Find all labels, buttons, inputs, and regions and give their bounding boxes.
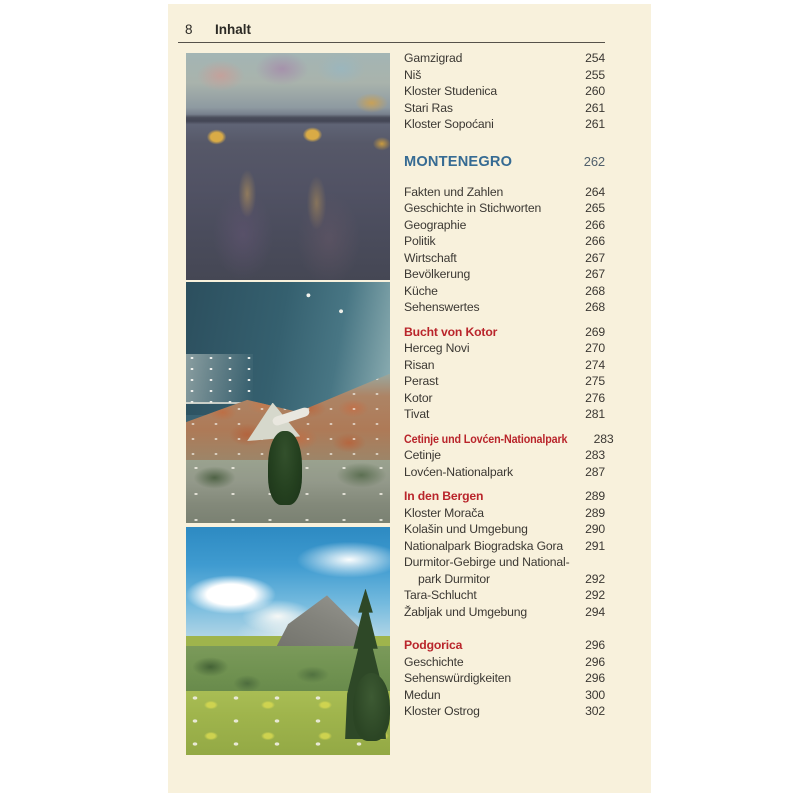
toc-entry-page: 254 <box>585 51 605 65</box>
toc-entry-page: 270 <box>585 341 605 355</box>
mountain-photo <box>186 527 390 755</box>
toc-row-chapter <box>404 152 605 172</box>
toc-row-entry <box>404 464 605 481</box>
toc-entry-label: Medun <box>404 687 441 702</box>
toc-entry-label: Kloster Studenica <box>404 84 497 98</box>
toc-entry-label: Tivat <box>404 407 430 421</box>
toc-entry-page: 291 <box>585 538 605 553</box>
toc-entry-page: 296 <box>585 654 605 669</box>
toc-entry-label: Geschichte <box>404 654 464 669</box>
toc-entry-page: 281 <box>585 407 605 421</box>
toc-entry-label: Podgorica <box>404 638 463 652</box>
toc-entry-label: Kolašin und Umgebung <box>404 522 528 536</box>
toc-row-entry <box>404 538 605 555</box>
toc-entry-page: 266 <box>585 234 605 248</box>
toc-entry-page: 264 <box>585 184 605 199</box>
toc-entry-label: Sehenswürdigkeiten <box>404 671 512 685</box>
toc-entry-label: Cetinje <box>404 448 441 462</box>
toc-row-wrap-end <box>404 571 605 588</box>
toc-entry-label: Stari Ras <box>404 100 453 115</box>
toc-row-entry <box>404 100 605 117</box>
toc-row-entry <box>404 406 605 423</box>
toc-row-entry <box>404 587 605 604</box>
toc-row-entry <box>404 373 605 390</box>
toc-entry-page: 289 <box>585 505 605 520</box>
toc-entry-label: Küche <box>404 283 438 298</box>
toc-list <box>404 50 614 720</box>
toc-row-entry <box>404 184 605 201</box>
toc-row-entry <box>404 67 605 84</box>
toc-row-entry <box>404 233 605 250</box>
toc-entry-page: 300 <box>585 687 605 702</box>
toc-entry-label: Gamzigrad <box>404 51 463 65</box>
toc-entry-page: 294 <box>585 604 605 619</box>
toc-entry-label: Lovćen-Nationalpark <box>404 464 513 479</box>
toc-row-entry <box>404 505 605 522</box>
toc-entry-label: Kloster Morača <box>404 505 484 520</box>
toc-entry-label: Kotor <box>404 390 433 405</box>
toc-row-entry <box>404 654 605 671</box>
toc-entry-label: MONTENEGRO <box>404 153 513 170</box>
toc-entry-page: 261 <box>585 100 605 115</box>
toc-entry-label: Žabljak und Umgebung <box>404 604 528 619</box>
toc-entry-label: Bevölkerung <box>404 267 471 281</box>
toc-entry-label: Kloster Sopoćani <box>404 117 494 131</box>
toc-row-entry <box>404 604 605 621</box>
toc-entry-page: 267 <box>585 267 605 281</box>
page-number: 8 <box>185 22 193 37</box>
toc-entry-page: 274 <box>585 357 605 372</box>
toc-entry-label: park Durmitor <box>418 571 490 586</box>
toc-entry-label: Geographie <box>404 217 467 232</box>
toc-entry-page: 255 <box>585 67 605 82</box>
toc-entry-page: 283 <box>585 448 605 462</box>
toc-row-entry <box>404 447 605 464</box>
toc-entry-label: Wirtschaft <box>404 250 457 265</box>
toc-row-entry <box>404 521 605 538</box>
toc-entry-page: 289 <box>585 489 605 503</box>
toc-entry-page: 292 <box>585 571 605 586</box>
toc-entry-label: Tara-Schlucht <box>404 588 477 602</box>
toc-entry-page: 287 <box>585 464 605 479</box>
sky-and-clouds <box>186 527 390 636</box>
toc-row-entry <box>404 390 605 407</box>
toc-entry-page: 268 <box>585 300 605 314</box>
toc-entry-page: 260 <box>585 84 605 98</box>
toc-row-entry <box>404 340 605 357</box>
page <box>168 4 651 793</box>
conifer-tree <box>268 431 302 505</box>
toc-row-wrap-start <box>404 554 605 571</box>
toc-row-entry <box>404 283 605 300</box>
page-header-title: Inhalt <box>215 22 251 37</box>
toc-entry-label: Sehenswertes <box>404 300 480 314</box>
toc-entry-page: 290 <box>585 522 605 536</box>
toc-entry-label: Bucht von Kotor <box>404 324 498 339</box>
toc-entry-label: Cetinje und Lovćen-Nationalpark <box>404 431 568 446</box>
toc-entry-page: 296 <box>585 638 605 652</box>
toc-entry-label: Niš <box>404 67 422 82</box>
toc-entry-label: Nationalpark Biogradska Gora <box>404 538 564 553</box>
fresco-photo <box>186 53 390 280</box>
toc-row-section <box>404 431 614 448</box>
toc-row-entry <box>404 217 605 234</box>
marina-boats <box>186 354 253 404</box>
toc-entry-label: In den Bergen <box>404 489 484 503</box>
toc-entry-label: Fakten und Zahlen <box>404 184 504 199</box>
toc-entry-page: 302 <box>585 704 605 718</box>
toc-row-entry <box>404 250 605 267</box>
toc-entry-page: 276 <box>585 390 605 405</box>
toc-row-entry <box>404 266 605 283</box>
toc-row-entry <box>404 703 605 720</box>
toc-entry-page: 262 <box>583 153 605 169</box>
toc-row-entry <box>404 200 605 217</box>
toc-entry-label: Risan <box>404 357 435 372</box>
toc-entry-page: 266 <box>585 217 605 232</box>
toc-row-entry <box>404 357 605 374</box>
toc-row-entry <box>404 50 605 67</box>
toc-entry-label: Kloster Ostrog <box>404 704 480 718</box>
toc-entry-page: 268 <box>585 283 605 298</box>
toc-entry-page: 292 <box>585 588 605 602</box>
toc-entry-page: 267 <box>585 250 605 265</box>
toc-row-section <box>404 324 605 341</box>
toc-row-entry <box>404 687 605 704</box>
toc-row-entry <box>404 299 605 316</box>
toc-row-section <box>404 488 605 505</box>
toc-entry-page: 269 <box>585 324 605 339</box>
toc-row-entry <box>404 116 605 133</box>
toc-entry-page: 296 <box>585 671 605 685</box>
toc-entry-page: 265 <box>585 201 605 215</box>
toc-entry-label: Politik <box>404 234 436 248</box>
toc-entry-label: Perast <box>404 374 439 388</box>
kotor-bay-photo <box>186 282 390 523</box>
toc-row-entry <box>404 83 605 100</box>
toc-entry-page: 283 <box>593 431 614 446</box>
toc-entry-page: 261 <box>585 117 605 131</box>
page-header <box>178 16 605 43</box>
toc-entry-label: Geschichte in Stichworten <box>404 201 542 215</box>
toc-entry-label: Durmitor-Gebirge und National- <box>404 555 570 569</box>
bush <box>353 673 390 741</box>
toc-entry-page: 275 <box>585 374 605 388</box>
toc-row-section <box>404 637 605 654</box>
toc-row-entry <box>404 670 605 687</box>
toc-entry-label: Herceg Novi <box>404 341 470 355</box>
